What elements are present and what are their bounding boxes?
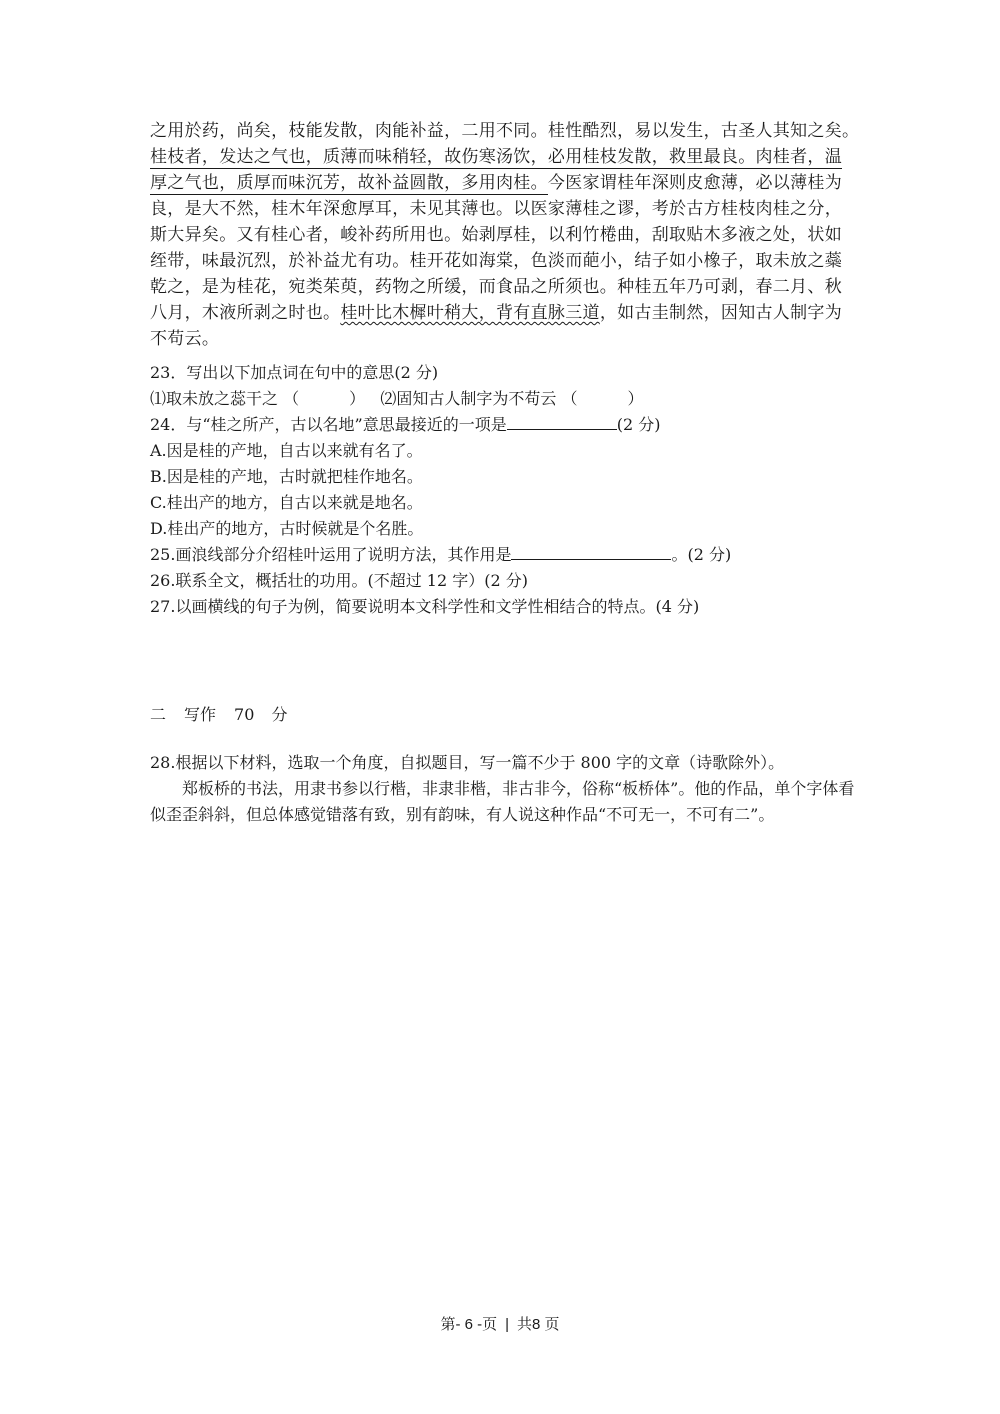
total-pages: 共8 页 xyxy=(517,1316,560,1333)
section-number: 二 xyxy=(150,705,167,724)
question-list xyxy=(150,360,860,620)
passage-text: 乾之，是为桂花，宛类茱萸，药物之所缓，而食品之所须也。种桂五年乃可剥，春二月、秋 xyxy=(150,277,842,297)
option-text: C.桂出产的地方，自古以来就是地名。 xyxy=(150,493,423,512)
passage-line xyxy=(150,300,860,326)
question-text: 23．写出以下加点词在句中的意思(2 分) xyxy=(150,363,439,382)
option-text: D.桂出产的地方，古时候就是个名胜。 xyxy=(150,519,424,538)
option-text: A.因是桂的产地，自古以来就有名了。 xyxy=(150,441,423,460)
page-footer xyxy=(0,1313,1000,1334)
subquestion-1: ⑴取未放之蕊干之 （ xyxy=(150,389,300,408)
passage-line xyxy=(150,170,860,196)
question-27 xyxy=(150,594,860,620)
passage-line xyxy=(150,274,860,300)
passage-text: ，如古圭制然，因知古人制字为 xyxy=(599,303,843,323)
writing-task xyxy=(150,750,860,828)
passage-text: 八月，木液所剥之时也。 xyxy=(150,303,341,323)
underlined-sentence: 桂枝者，发达之气也，质薄而味稍轻，故伤寒汤饮，必用桂枝发散，救里最良。肉桂者，温 xyxy=(150,147,842,167)
passage-text: 今医家谓桂年深则皮愈薄，必以薄桂为 xyxy=(547,173,843,193)
question-text: 28.根据以下材料，选取一个角度，自拟题目，写一篇不少于 800 字的文章（诗歌除外）。 xyxy=(150,753,785,772)
question-23-subparts xyxy=(150,386,860,412)
underlined-sentence: 厚之气也，质厚而味沉芳，故补益圆散，多用肉桂。 xyxy=(150,173,548,193)
passage-line xyxy=(150,196,860,222)
question-25 xyxy=(150,542,860,568)
question-text: 25.画浪线部分介绍桂叶运用了说明方法，其作用是 xyxy=(150,545,512,564)
option-b xyxy=(150,464,860,490)
page-number: 第- 6 -页 xyxy=(440,1316,498,1333)
reading-passage xyxy=(150,118,860,352)
passage-text: 良，是大不然，桂木年深愈厚耳，未见其薄也。以医家薄桂之谬，考於古方桂枝肉桂之分， xyxy=(150,199,842,219)
question-text: 24．与“桂之所产，古以名地”意思最接近的一项是 xyxy=(150,415,507,434)
wavy-underlined-text: 桂叶比木樨叶稍大，背有直脉三道 xyxy=(340,303,600,323)
option-a xyxy=(150,438,860,464)
passage-line xyxy=(150,118,860,144)
option-d xyxy=(150,516,860,542)
paren-close: ） xyxy=(349,389,366,408)
passage-text: 之用於药，尚矣，枝能发散，肉能补益，二用不同。桂性酷烈，易以发生，古圣人其知之矣。 xyxy=(150,121,860,141)
subquestion-2: ⑵固知古人制字为不苟云 （ xyxy=(380,389,578,408)
section-name: 写作 xyxy=(184,705,217,724)
material-text: 郑板桥的书法，用隶书参以行楷，非隶非楷，非古非今，俗称“板桥体”。他的作品，单个字体看似歪歪斜斜，但总体感觉错落有致，别有韵味，有人说这种作品“不可无一，不可有二”。 xyxy=(150,779,855,824)
question-23 xyxy=(150,360,860,386)
question-28 xyxy=(150,750,860,776)
passage-line xyxy=(150,326,860,352)
question-26 xyxy=(150,568,860,594)
writing-material xyxy=(150,776,860,828)
question-text: 26.联系全文，概括壮的功用。(不超过 12 字）(2 分) xyxy=(150,571,528,590)
option-text: B.因是桂的产地，古时就把桂作地名。 xyxy=(150,467,423,486)
question-24 xyxy=(150,412,860,438)
passage-line xyxy=(150,248,860,274)
passage-text: 不苟云。 xyxy=(150,329,220,349)
passage-line xyxy=(150,144,860,170)
passage-line xyxy=(150,222,860,248)
paren-close: ） xyxy=(627,389,644,408)
answer-blank[interactable] xyxy=(507,413,617,430)
score-text: (2 分) xyxy=(616,415,661,434)
answer-blank[interactable] xyxy=(511,543,671,560)
footer-separator: | xyxy=(505,1316,510,1333)
passage-text: 绖带，味最沉烈，於补益尤有功。桂开花如海棠，色淡而葩小，结子如小橡子，取未放之蘂 xyxy=(150,251,842,271)
passage-text: 斯大异矣。又有桂心者，峻补药所用也。始剥厚桂，以利竹棬曲，刮取贴木多液之处，状如 xyxy=(150,225,842,245)
score-text: 。(2 分) xyxy=(671,545,732,564)
section-score: 70 分 xyxy=(234,705,288,724)
section-heading xyxy=(150,702,305,725)
question-text: 27.以画横线的句子为例，简要说明本文科学性和文学性相结合的特点。(4 分) xyxy=(150,597,700,616)
option-c xyxy=(150,490,860,516)
